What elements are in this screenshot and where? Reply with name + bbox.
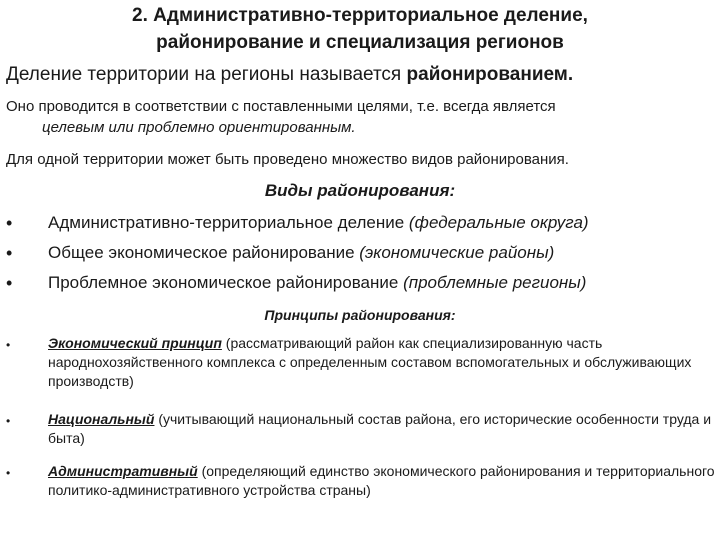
multiplicity-paragraph: Для одной территории может быть проведено множество видов районирования. [6, 151, 569, 168]
principle-term: Административный [48, 463, 198, 479]
type-note: (федеральные округа) [408, 213, 589, 232]
purpose-paragraph [6, 96, 712, 138]
type-item-text [48, 212, 716, 234]
principles-heading: Принципы районирования: [264, 307, 456, 323]
slide-title-line-2: районирование и специализация регионов [156, 32, 564, 53]
intro-definition [6, 63, 573, 87]
list-item [6, 462, 716, 522]
slide-title-line-1: 2. Административно-территориальное деление, [132, 5, 588, 26]
principle-description: (определяющий единство экономического районирования и территориального политико-административного устройства страны) [48, 463, 715, 498]
bullet-icon: • [6, 414, 11, 428]
bullet-icon: • [6, 273, 13, 293]
type-item-text [48, 272, 716, 294]
principle-description: (учитывающий национальный состав района, его исторические особенности труда и быта) [48, 411, 712, 446]
type-note: (экономические районы) [359, 243, 555, 262]
slide-title [0, 2, 720, 56]
type-item-text [48, 242, 716, 264]
list-item [6, 242, 716, 266]
type-name: Проблемное экономическое районирование [48, 273, 404, 292]
bullet-icon: • [6, 466, 11, 480]
list-item [6, 334, 716, 394]
type-name: Административно-территориальное деление [48, 213, 409, 232]
type-note: (проблемные регионы) [403, 273, 587, 292]
list-item [6, 410, 716, 450]
list-item [6, 272, 716, 296]
intro-text: Деление территории на регионы называется [6, 64, 407, 85]
principle-item-text [48, 410, 716, 448]
purpose-line-2: целевым или проблемно ориентированным. [42, 119, 356, 136]
bullet-icon: • [6, 243, 13, 263]
principle-term: Экономический принцип [48, 335, 222, 351]
principle-item-text [48, 334, 716, 391]
intro-term: районированием. [406, 64, 574, 85]
bullet-icon: • [6, 213, 13, 233]
types-heading: Виды районирования: [264, 181, 456, 200]
principle-description: (рассматривающий район как специализированную часть народнохозяйственного комплекса с определенным составом вспомогательных и обслуживающих производств) [48, 335, 692, 389]
list-item [6, 212, 716, 236]
type-name: Общее экономическое районирование [48, 243, 360, 262]
principle-item-text [48, 462, 716, 500]
purpose-line-1: Оно проводится в соответствии с поставленными целями, т.е. всегда является [6, 98, 556, 115]
principle-term: Национальный [48, 411, 155, 427]
bullet-icon: • [6, 338, 11, 352]
